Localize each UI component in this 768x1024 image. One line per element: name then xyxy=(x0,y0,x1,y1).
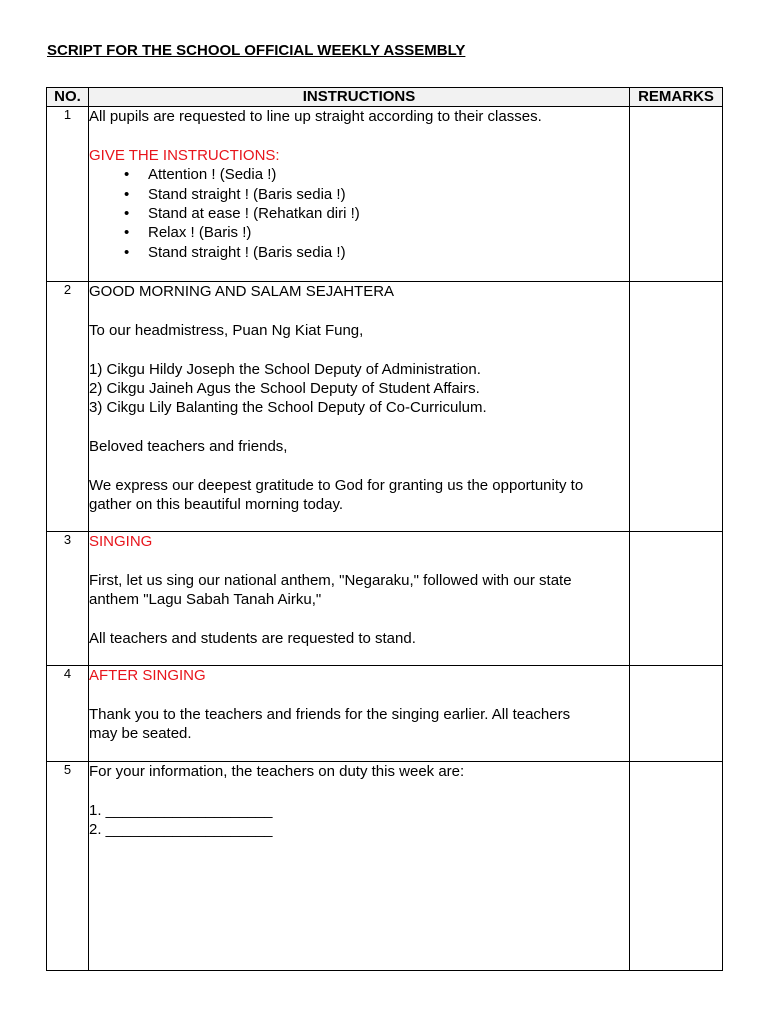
table-header-row xyxy=(47,88,723,107)
row-number: 5 xyxy=(47,762,89,971)
anthem-line: anthem "Lagu Sabah Tanah Airku," xyxy=(89,591,322,609)
remarks-cell xyxy=(630,666,723,762)
table-row xyxy=(47,762,723,971)
remarks-cell xyxy=(630,282,723,532)
command-list xyxy=(89,165,629,262)
stand-text: All teachers and students are requested to stand. xyxy=(89,630,416,647)
duty-blank-line: 1. ____________________ xyxy=(89,801,273,819)
thanks-line: Thank you to the teachers and friends for the singing earlier. All teachers xyxy=(89,705,571,723)
section-heading: AFTER SINGING xyxy=(89,667,206,684)
remarks-cell xyxy=(630,107,723,282)
beloved-text: Beloved teachers and friends, xyxy=(89,438,288,456)
table-row xyxy=(47,282,723,532)
header-instructions: INSTRUCTIONS xyxy=(89,88,630,107)
list-item: • Stand straight ! (Baris sedia !) xyxy=(148,185,629,204)
row-instructions xyxy=(89,107,630,282)
deputy-line: 3) Cikgu Lily Balanting the School Deputy of Co-Curriculum. xyxy=(89,399,487,417)
row-instructions xyxy=(89,282,630,532)
deputy-line: 1) Cikgu Hildy Joseph the School Deputy of Administration. xyxy=(89,360,481,378)
row-number: 1 xyxy=(47,107,89,282)
remarks-cell xyxy=(630,532,723,666)
row-instructions xyxy=(89,532,630,666)
row-number: 2 xyxy=(47,282,89,532)
thanks-line: may be seated. xyxy=(89,725,192,743)
list-item: • Stand at ease ! (Rehatkan diri !) xyxy=(148,204,629,223)
row-instructions xyxy=(89,762,630,971)
section-heading: SINGING xyxy=(89,533,153,550)
assembly-script-table xyxy=(46,87,723,971)
table-row xyxy=(47,666,723,762)
table-row xyxy=(47,532,723,666)
section-heading: GIVE THE INSTRUCTIONS: xyxy=(89,146,280,164)
duty-blank-line: 2. ____________________ xyxy=(89,821,273,839)
list-item: • Stand straight ! (Baris sedia !) xyxy=(148,243,629,262)
list-item: • Attention ! (Sedia !) xyxy=(148,165,629,184)
document-title: SCRIPT FOR THE SCHOOL OFFICIAL WEEKLY ASSEMBLY xyxy=(47,42,466,59)
duty-intro: For your information, the teachers on duty this week are: xyxy=(89,763,465,780)
row-instructions xyxy=(89,666,630,762)
gratitude-line: gather on this beautiful morning today. xyxy=(89,496,344,514)
headmistress-text: To our headmistress, Puan Ng Kiat Fung, xyxy=(89,321,364,339)
table-row xyxy=(47,107,723,282)
greeting-text: GOOD MORNING AND SALAM SEJAHTERA xyxy=(89,283,395,300)
row-number: 4 xyxy=(47,666,89,762)
intro-text: All pupils are requested to line up straight according to their classes. xyxy=(89,108,542,125)
anthem-line: First, let us sing our national anthem, "Negaraku," followed with our state xyxy=(89,571,572,589)
row-number: 3 xyxy=(47,532,89,666)
header-no: NO. xyxy=(47,88,89,107)
list-item: • Relax ! (Baris !) xyxy=(148,223,629,242)
remarks-cell xyxy=(630,762,723,971)
gratitude-line: We express our deepest gratitude to God for granting us the opportunity to xyxy=(89,477,584,494)
deputy-line: 2) Cikgu Jaineh Agus the School Deputy of Student Affairs. xyxy=(89,380,480,397)
header-remarks: REMARKS xyxy=(630,88,723,107)
